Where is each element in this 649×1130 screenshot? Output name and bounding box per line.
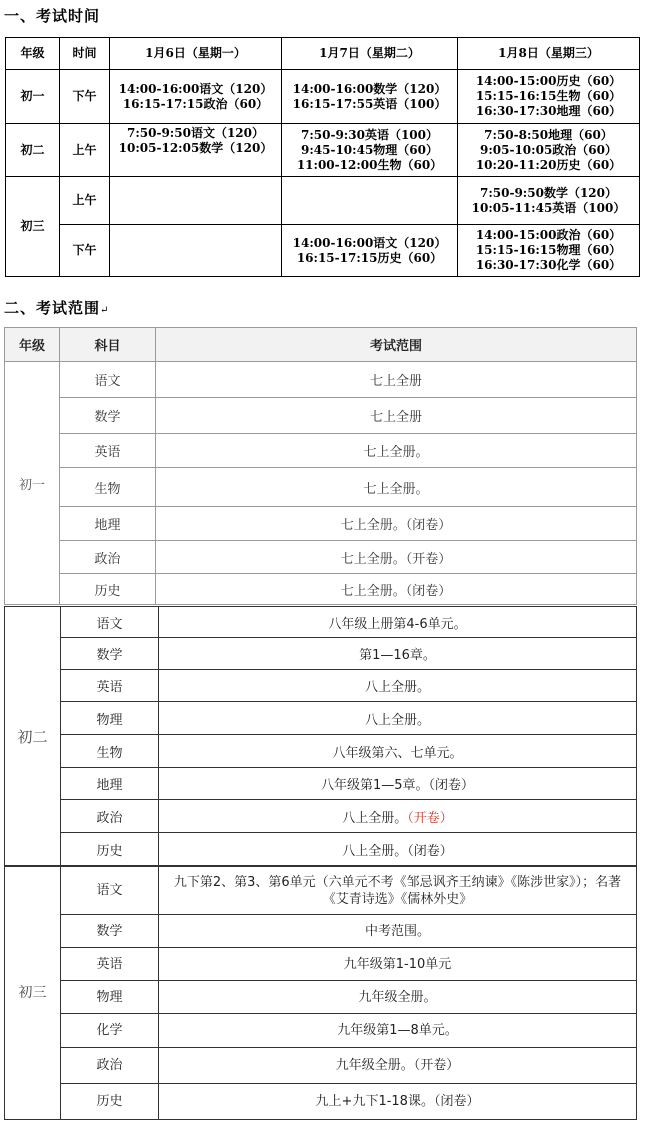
scope-table-g1 (4, 327, 637, 605)
table-row (5, 833, 637, 866)
schedule-row-g1 (6, 70, 640, 124)
subject-cell: 语文 (61, 867, 159, 915)
table-row (5, 1084, 637, 1120)
subject-cell: 地理 (60, 507, 156, 541)
range-cell: 七上全册。（开卷） (156, 541, 637, 574)
subject-cell: 生物 (60, 468, 156, 507)
subject-cell: 物理 (61, 702, 159, 735)
table-row (5, 915, 637, 948)
range-cell: 九年级第1—8单元。 (159, 1014, 637, 1048)
grade-cell: 初一 (6, 70, 60, 124)
scope-table-g3 (4, 866, 637, 1120)
schedule-header-row (6, 38, 640, 70)
header-range: 考试范围 (156, 328, 637, 362)
table-row (5, 800, 637, 833)
header-jan8: 1月8日（星期三） (458, 38, 640, 70)
header-subject: 科目 (60, 328, 156, 362)
exam-cell: 14:00-16:00语文（120） 16:15-17:15政治（60） (110, 70, 282, 124)
subject-cell: 历史 (61, 833, 159, 866)
schedule-row-g3-am (6, 177, 640, 225)
exam-cell-empty (282, 177, 458, 225)
time-cell: 下午 (60, 225, 110, 277)
subject-cell: 数学 (61, 915, 159, 948)
table-row (5, 541, 637, 574)
range-cell: 八年级上册第4-6单元。 (159, 607, 637, 638)
exam-cell-empty (110, 225, 282, 277)
exam-cell: 14:00-15:00政治（60） 15:15-16:15物理（60） 16:30-17:30化学（60） (458, 225, 640, 277)
exam-schedule-table (5, 37, 640, 277)
table-row (5, 702, 637, 735)
schedule-row-g3-pm (6, 225, 640, 277)
time-cell: 上午 (60, 177, 110, 225)
header-time: 时间 (60, 38, 110, 70)
subject-cell: 语文 (60, 362, 156, 398)
table-row (5, 768, 637, 800)
exam-cell: 14:00-15:00历史（60） 15:15-16:15生物（60） 16:30-17:30地理（60） (458, 70, 640, 124)
subject-cell: 英语 (61, 670, 159, 702)
range-cell: 第1—16章。 (159, 638, 637, 670)
range-cell: 八上全册。 (159, 670, 637, 702)
subject-cell: 语文 (61, 607, 159, 638)
header-jan7: 1月7日（星期二） (282, 38, 458, 70)
range-cell: 八上全册。（开卷） (159, 800, 637, 833)
subject-cell: 数学 (61, 638, 159, 670)
scope-table-g2 (4, 606, 637, 866)
subject-cell: 生物 (61, 735, 159, 768)
table-row (5, 638, 637, 670)
grade-cell: 初二 (6, 124, 60, 177)
range-cell: 七上全册 (156, 362, 637, 398)
subject-cell: 英语 (61, 948, 159, 981)
scope-header-row (5, 328, 637, 362)
table-row (5, 362, 637, 398)
grade-cell: 初三 (5, 867, 61, 1120)
subject-cell: 化学 (61, 1014, 159, 1048)
range-cell: 八上全册。（闭卷） (159, 833, 637, 866)
range-cell: 九上+九下1-18课。（闭卷） (159, 1084, 637, 1120)
range-cell: 九下第2、第3、第6单元（六单元不考《邹忌讽齐王纳谏》《陈涉世家》）；名著《艾青诗选》《儒林外史》 (159, 867, 637, 915)
range-cell: 九年级第1-10单元 (159, 948, 637, 981)
grade-cell: 初三 (6, 177, 60, 277)
table-row (5, 468, 637, 507)
table-row (5, 434, 637, 468)
table-row (5, 574, 637, 605)
exam-cell-empty (110, 177, 282, 225)
range-cell: 八年级第1—5章。（闭卷） (159, 768, 637, 800)
subject-cell: 历史 (61, 1084, 159, 1120)
range-cell: 中考范围。 (159, 915, 637, 948)
table-row (5, 948, 637, 981)
exam-cell: 7:50-8:50地理（60） 9:05-10:05政治（60） 10:20-11:20历史（60） (458, 124, 640, 177)
exam-cell: 7:50-9:30英语（100） 9:45-10:45物理（60） 11:00-12:00生物（60） (282, 124, 458, 177)
range-cell: 七上全册。（闭卷） (156, 507, 637, 541)
subject-cell: 政治 (61, 800, 159, 833)
range-cell: 九年级全册。 (159, 981, 637, 1014)
time-cell: 上午 (60, 124, 110, 177)
exam-cell: 14:00-16:00语文（120） 16:15-17:15历史（60） (282, 225, 458, 277)
table-row (5, 735, 637, 768)
subject-cell: 历史 (60, 574, 156, 605)
grade-cell: 初一 (5, 362, 60, 605)
range-cell: 七上全册。 (156, 434, 637, 468)
exam-cell: 7:50-9:50数学（120） 10:05-11:45英语（100） (458, 177, 640, 225)
subject-cell: 英语 (60, 434, 156, 468)
table-row (5, 981, 637, 1014)
subject-cell: 地理 (61, 768, 159, 800)
section-1-title: 一、考试时间 (4, 7, 101, 25)
open-book-note: （开卷） (407, 810, 453, 826)
range-cell: 七上全册 (156, 398, 637, 434)
range-cell: 八上全册。 (159, 702, 637, 735)
schedule-row-g2 (6, 124, 640, 177)
subject-cell: 政治 (60, 541, 156, 574)
table-row (5, 607, 637, 638)
paragraph-mark: ↵ (100, 305, 110, 316)
header-grade: 年级 (5, 328, 60, 362)
header-grade: 年级 (6, 38, 60, 70)
range-cell: 七上全册。 (156, 468, 637, 507)
subject-cell: 政治 (61, 1048, 159, 1084)
grade-cell: 初二 (5, 607, 61, 866)
range-cell: 七上全册。（闭卷） (156, 574, 637, 605)
exam-cell: 14:00-16:00数学（120） 16:15-17:55英语（100） (282, 70, 458, 124)
table-row (5, 507, 637, 541)
table-row (5, 1014, 637, 1048)
subject-cell: 物理 (61, 981, 159, 1014)
header-jan6: 1月6日（星期一） (110, 38, 282, 70)
range-cell: 九年级全册。（开卷） (159, 1048, 637, 1084)
exam-cell: 7:50-9:50语文（120） 10:05-12:05数学（120） (110, 124, 282, 177)
table-row (5, 1048, 637, 1084)
table-row (5, 398, 637, 434)
table-row (5, 670, 637, 702)
subject-cell: 数学 (60, 398, 156, 434)
range-cell: 八年级第六、七单元。 (159, 735, 637, 768)
time-cell: 下午 (60, 70, 110, 124)
section-2-title: 二、考试范围↵ (4, 299, 110, 317)
table-row (5, 867, 637, 915)
